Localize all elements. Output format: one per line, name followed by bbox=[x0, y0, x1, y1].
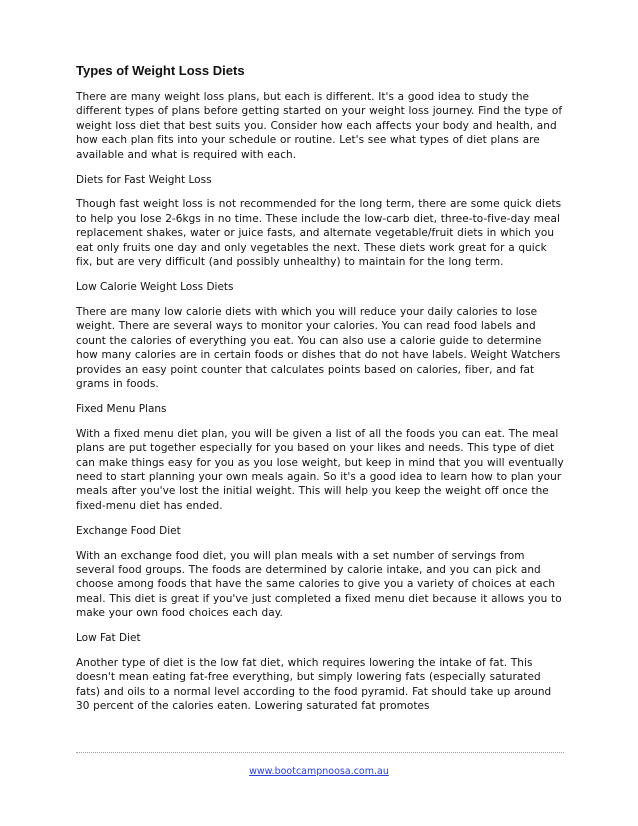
intro-paragraph: There are many weight loss plans, but each is different. It's a good idea to study the different types of plans before getting started on your weight loss journey. Find the type of weight loss diet that best suits you. Consider how each affects your body and health, and how each plan fits into your schedule or routine. Let's see what types of diet plans are available and what is required with each. bbox=[76, 91, 563, 161]
footer bbox=[0, 766, 638, 778]
document-body bbox=[76, 62, 564, 724]
section-heading-exchange-food: Exchange Food Diet bbox=[76, 524, 181, 537]
section-heading-low-fat: Low Fat Diet bbox=[76, 632, 141, 645]
section-heading-fast-weight-loss: Diets for Fast Weight Loss bbox=[76, 173, 212, 186]
section-body-fixed-menu: With a fixed menu diet plan, you will be given a list of all the foods you can eat. The meal plans are put together especially for you based on your likes and needs. This type of diet can make things easy for you as you lose weight, but keep in mind that you will eventually need to start planning your own meals again. So it's a good idea to learn how to plan your meals after you've lost the initial weight. This will help you keep the weight off once the fixed-menu diet has ended. bbox=[76, 427, 564, 512]
section-heading-fixed-menu: Fixed Menu Plans bbox=[76, 402, 167, 415]
section-body-low-fat: Another type of diet is the low fat diet, which requires lowering the intake of fat. This doesn't mean eating fat-free everything, but simply lowering fats (especially saturated fats) and oils to a normal level according to the food pyramid. Fat should take up around 30 percent of the calories eaten. Lowering saturated fat promotes bbox=[76, 657, 552, 713]
section-heading-low-calorie: Low Calorie Weight Loss Diets bbox=[76, 280, 234, 293]
section-body-exchange-food: With an exchange food diet, you will plan meals with a set number of servings from several food groups. The foods are determined by calorie intake, and you can pick and choose among foods that have the same calories to give you a variety of choices at each meal. This diet is great if you've just completed a fixed menu diet because it allows you to make your own food choices each day. bbox=[76, 549, 562, 620]
footer-website-link[interactable]: www.bootcampnoosa.com.au bbox=[249, 766, 389, 777]
section-body-low-calorie: There are many low calorie diets with which you will reduce your daily calories to lose weight. There are several ways to monitor your calories. You can read food labels and count the calories of everything you eat. You can also use a calorie guide to determine how many calories are in certain foods or dishes that do not have labels. Weight Watchers provides an easy point counter that calculates points based on calories, fiber, and fat grams in foods. bbox=[76, 305, 561, 390]
footer-divider bbox=[76, 752, 564, 753]
page-title: Types of Weight Loss Diets bbox=[76, 63, 245, 78]
section-body-fast-weight-loss: Though fast weight loss is not recommended for the long term, there are some quick diets to help you lose 2-6kgs in no time. These include the low-carb diet, three-to-five-day meal replacement shakes, water or juice fasts, and alternate vegetable/fruit diets in which you eat only fruits one day and only vegetables the next. These diets work great for a quick fix, but are very difficult (and possibly unhealthy) to maintain for the long term. bbox=[76, 198, 562, 269]
